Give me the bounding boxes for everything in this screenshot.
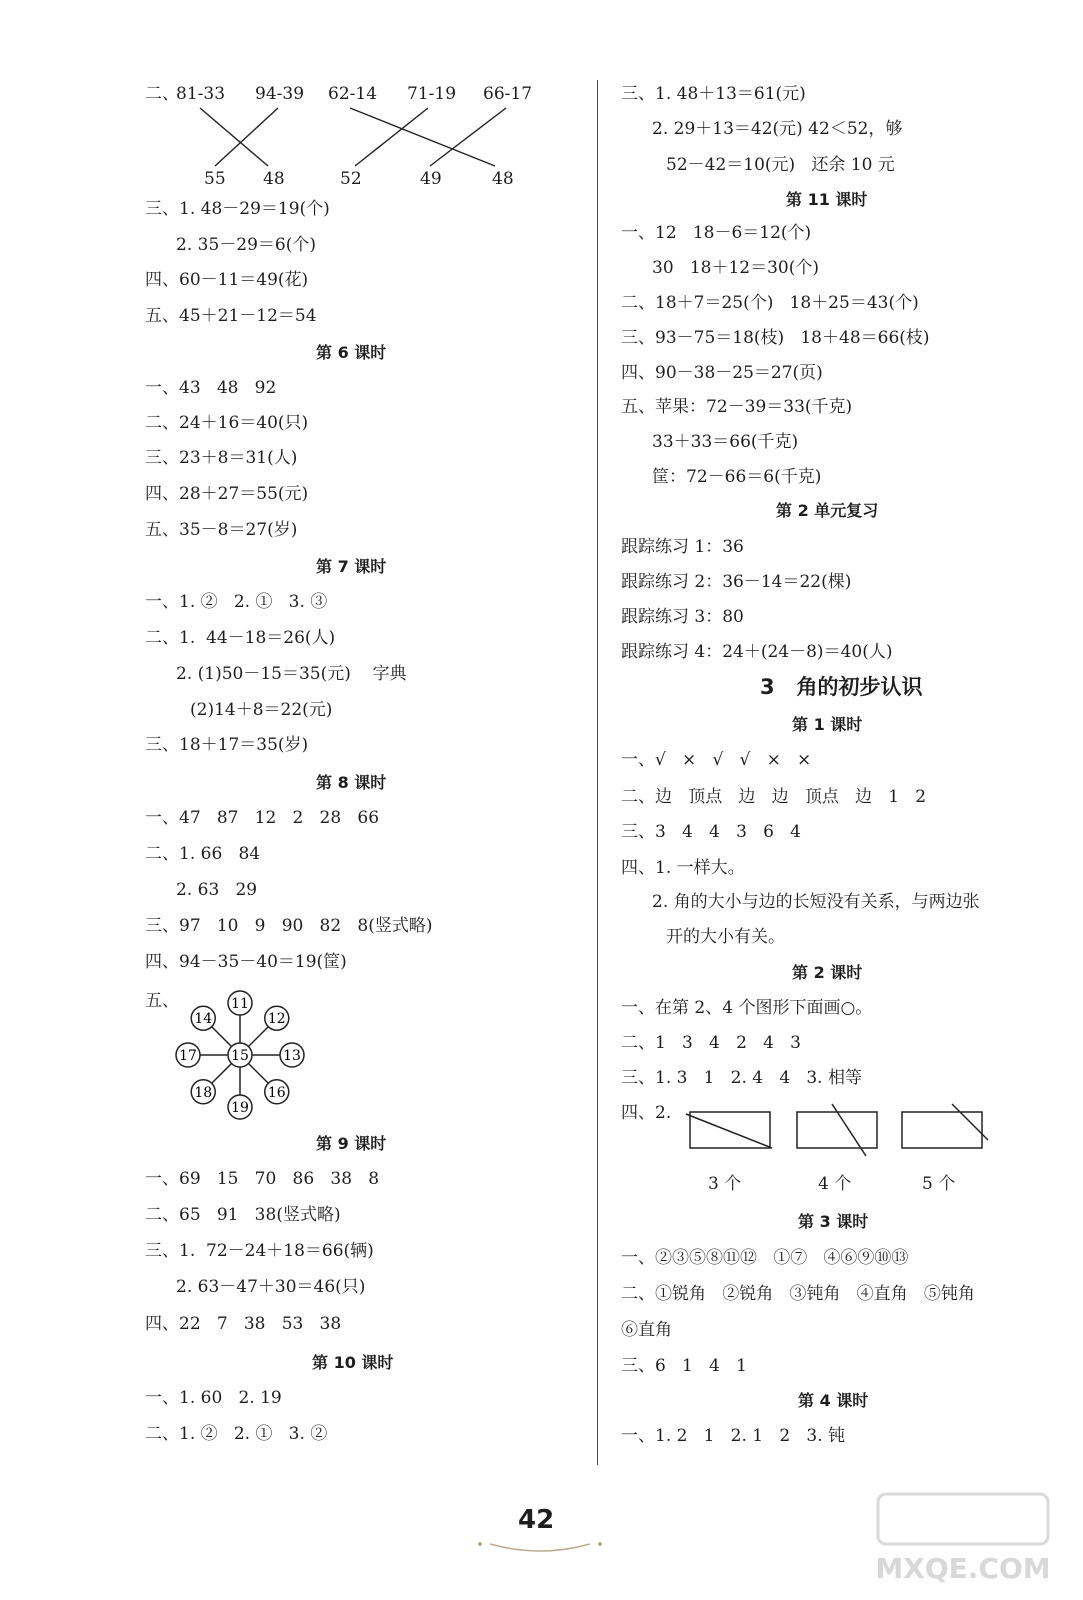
wheel-outer-label: 13 bbox=[283, 1048, 301, 1064]
answer-line: 一、69 15 70 86 38 8 bbox=[145, 1169, 380, 1189]
answer-line: 二、①锐角 ②锐角 ③钝角 ④直角 ⑤钝角 bbox=[621, 1284, 975, 1304]
answer-line: 四、28＋27＝55(元) bbox=[145, 484, 309, 504]
section-heading: 第 9 课时 bbox=[316, 1134, 387, 1153]
answer-line: 2. 35－29＝6(个) bbox=[176, 235, 316, 255]
answer-line: 三、6 1 4 1 bbox=[621, 1356, 747, 1376]
section-heading: 第 2 课时 bbox=[792, 963, 863, 982]
answer-line: 一、43 48 92 bbox=[145, 378, 277, 398]
section-heading: 第 2 单元复习 bbox=[776, 501, 879, 520]
answer-line: 三、1. 72－24＋18＝66(辆) bbox=[145, 1241, 374, 1261]
answer-line: 四、2. bbox=[621, 1103, 672, 1123]
wheel-center-label: 15 bbox=[231, 1048, 249, 1064]
answer-line: 一、12 18－6＝12(个) bbox=[621, 223, 812, 243]
rectangle-cut-figures bbox=[680, 1100, 1010, 1160]
answer-line: 四、90－38－25＝27(页) bbox=[621, 363, 823, 383]
match-bottom-item: 55 bbox=[204, 169, 226, 189]
match-label: 二、 bbox=[145, 84, 179, 104]
wheel-outer-label: 18 bbox=[194, 1084, 213, 1101]
answer-line: 五、苹果：72－39＝33(千克) bbox=[621, 397, 853, 417]
answer-line: 四、1. 一样大。 bbox=[621, 858, 745, 878]
answer-line: 一、√ × √ √ × × bbox=[621, 750, 812, 770]
answer-line: 33＋33＝66(千克) bbox=[652, 432, 799, 452]
answer-line: 三、1. 3 1 2. 4 4 3. 相等 bbox=[621, 1068, 862, 1088]
section-heading: 第 3 课时 bbox=[798, 1212, 869, 1231]
answer-line: 三、23＋8＝31(人) bbox=[145, 448, 298, 468]
answer-line: 三、1. 48－29＝19(个) bbox=[145, 199, 330, 219]
wheel-outer-label: 17 bbox=[179, 1048, 197, 1064]
answer-line: 2. 29＋13＝42(元) 42＜52，够 bbox=[652, 119, 903, 139]
answer-line: 三、97 10 9 90 82 8(竖式略) bbox=[145, 916, 433, 936]
match-top-item: 94-39 bbox=[255, 84, 305, 104]
answer-line: 五、45＋21－12＝54 bbox=[145, 306, 317, 326]
answer-line: 一、②③⑤⑧⑪⑫ ①⑦ ④⑥⑨⑩⑬ bbox=[621, 1248, 909, 1268]
figure-caption: 5 个 bbox=[922, 1174, 956, 1194]
answer-line: (2)14＋8＝22(元) bbox=[190, 700, 333, 720]
answer-line: 四、22 7 38 53 38 bbox=[145, 1314, 342, 1334]
wheel-outer-label: 19 bbox=[231, 1100, 249, 1116]
answer-line: 2. 63 29 bbox=[176, 880, 258, 900]
match-bottom-item: 48 bbox=[263, 169, 285, 189]
wheel-outer-label: 11 bbox=[231, 996, 249, 1012]
footer-ornament bbox=[470, 1540, 610, 1560]
answer-line: 跟踪练习 2：36－14＝22(棵) bbox=[621, 572, 852, 592]
answer-line: 一、1. 2 1 2. 1 2 3. 钝 bbox=[621, 1426, 845, 1446]
answer-line: 一、在第 2、4 个图形下面画○。 bbox=[621, 998, 873, 1018]
answer-line: 筐：72－66＝6(千克) bbox=[652, 467, 822, 487]
answer-line: 一、1. ② 2. ① 3. ③ bbox=[145, 592, 328, 612]
answer-line: 三、93－75＝18(枝) 18＋48＝66(枝) bbox=[621, 328, 930, 348]
figure-caption: 4 个 bbox=[818, 1174, 852, 1194]
answer-line: 2. 角的大小与边的长短没有关系，与两边张 bbox=[652, 892, 980, 912]
match-top-item: 66-17 bbox=[483, 84, 533, 104]
unit-title: 3 角的初步认识 bbox=[760, 675, 923, 699]
answer-line: ⑥直角 bbox=[621, 1320, 672, 1340]
wheel-outer-label: 16 bbox=[267, 1084, 286, 1101]
figure-caption: 3 个 bbox=[708, 1174, 742, 1194]
section-heading: 第 11 课时 bbox=[786, 190, 868, 209]
answer-line: 2. (1)50－15＝35(元) 字典 bbox=[176, 664, 407, 684]
match-bottom-item: 49 bbox=[420, 169, 442, 189]
answer-line: 二、1. ② 2. ① 3. ② bbox=[145, 1424, 328, 1444]
answer-line: 四、60－11＝49(花) bbox=[145, 270, 309, 290]
number-wheel bbox=[170, 985, 310, 1125]
section-heading: 第 8 课时 bbox=[316, 773, 387, 792]
answer-line: 五、35－8＝27(岁) bbox=[145, 520, 298, 540]
section-heading: 第 10 课时 bbox=[312, 1353, 394, 1372]
answer-line: 跟踪练习 3：80 bbox=[621, 607, 744, 627]
answer-line: 30 18＋12＝30(个) bbox=[652, 258, 820, 278]
answer-line: 三、3 4 4 3 6 4 bbox=[621, 822, 801, 842]
answer-line: 三、1. 48＋13＝61(元) bbox=[621, 84, 806, 104]
column-divider bbox=[597, 80, 598, 1465]
answer-line: 二、1. 44－18＝26(人) bbox=[145, 628, 336, 648]
answer-line: 二、1 3 4 2 4 3 bbox=[621, 1033, 801, 1053]
svg-text:MXQE.COM: MXQE.COM bbox=[875, 1552, 1051, 1585]
match-bottom-item: 52 bbox=[340, 169, 362, 189]
match-lines bbox=[0, 0, 1083, 200]
section-heading: 第 1 课时 bbox=[792, 715, 863, 734]
answer-line: 跟踪练习 4：24＋(24－8)＝40(人) bbox=[621, 642, 893, 662]
answer-line: 52－42＝10(元) 还余 10 元 bbox=[666, 155, 895, 175]
match-top-item: 81-33 bbox=[176, 84, 226, 104]
section-heading: 第 6 课时 bbox=[316, 343, 387, 362]
section-heading: 第 4 课时 bbox=[798, 1391, 869, 1410]
answer-line: 三、18＋17＝35(岁) bbox=[145, 735, 309, 755]
answer-line: 2. 63－47＋30＝46(只) bbox=[176, 1277, 366, 1297]
answer-line: 一、1. 60 2. 19 bbox=[145, 1388, 282, 1408]
page-number: 42 bbox=[518, 1505, 555, 1535]
answer-line: 二、18＋7＝25(个) 18＋25＝43(个) bbox=[621, 293, 919, 313]
watermark-logo bbox=[858, 1488, 1068, 1588]
match-top-item: 62-14 bbox=[328, 84, 378, 104]
section-heading: 第 7 课时 bbox=[316, 557, 387, 576]
answer-line: 跟踪练习 1：36 bbox=[621, 537, 744, 557]
match-top-item: 71-19 bbox=[407, 84, 457, 104]
answer-line: 五、 bbox=[145, 991, 179, 1011]
answer-line: 开的大小有关。 bbox=[666, 927, 785, 947]
answer-line: 二、1. 66 84 bbox=[145, 844, 261, 864]
match-bottom-item: 48 bbox=[492, 169, 514, 189]
answer-line: 一、47 87 12 2 28 66 bbox=[145, 808, 380, 828]
answer-line: 二、24＋16＝40(只) bbox=[145, 413, 309, 433]
answer-line: 二、65 91 38(竖式略) bbox=[145, 1205, 341, 1225]
answer-line: 二、边 顶点 边 边 顶点 边 1 2 bbox=[621, 787, 927, 807]
wheel-outer-label: 14 bbox=[194, 1011, 213, 1028]
wheel-outer-label: 12 bbox=[267, 1011, 286, 1028]
answer-line: 四、94－35－40＝19(筐) bbox=[145, 952, 347, 972]
